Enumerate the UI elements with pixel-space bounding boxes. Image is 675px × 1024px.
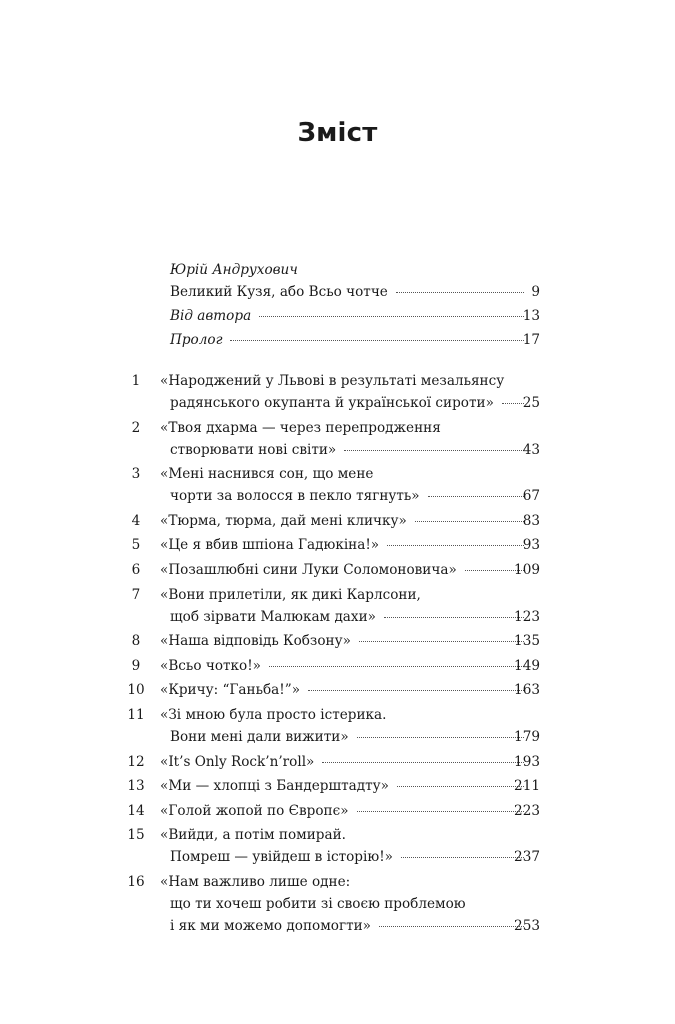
chapter-number: 14 bbox=[127, 802, 145, 819]
chapter-number: 15 bbox=[127, 827, 145, 844]
entry-title-line: Помреш — увійдеш в історію!» bbox=[170, 849, 393, 866]
entry-last-line bbox=[170, 918, 532, 934]
entry-last-line bbox=[160, 754, 532, 770]
entry-last-line bbox=[170, 609, 532, 625]
dot-leader bbox=[357, 737, 524, 738]
entry-title-line: «It’s Only Rock’n’roll» bbox=[160, 753, 315, 770]
page-number: 237 bbox=[514, 849, 540, 866]
page-number: 67 bbox=[522, 488, 540, 505]
entry-last-line bbox=[160, 658, 532, 674]
page-number: 109 bbox=[514, 562, 540, 578]
entry-line bbox=[160, 420, 441, 436]
page-number: 223 bbox=[514, 802, 540, 819]
page-number: 179 bbox=[514, 729, 540, 745]
dot-leader bbox=[357, 811, 524, 812]
chapter-number: 8 bbox=[131, 633, 141, 650]
page-number: 17 bbox=[522, 332, 540, 348]
entry-last-line bbox=[160, 803, 532, 819]
entry-title-line: «Тюрма, тюрма, дай мені кличку» bbox=[160, 512, 407, 529]
page-number: 135 bbox=[514, 633, 540, 650]
dot-leader bbox=[415, 521, 524, 522]
entry-last-line bbox=[170, 849, 532, 865]
entry-line bbox=[160, 827, 346, 843]
dot-leader bbox=[344, 450, 524, 451]
page-number: 163 bbox=[514, 682, 540, 699]
page-number: 193 bbox=[514, 753, 540, 770]
entry-last-line bbox=[160, 778, 532, 794]
chapter-number: 5 bbox=[131, 537, 141, 554]
dot-leader bbox=[269, 666, 524, 667]
page-title: Зміст bbox=[297, 118, 378, 148]
entry-title-line: Великий Кузя, або Всьо чотче bbox=[170, 284, 388, 300]
entry-line bbox=[160, 707, 386, 723]
page-number: 9 bbox=[531, 284, 540, 300]
entry-last-line bbox=[170, 284, 532, 300]
dot-leader bbox=[259, 316, 524, 317]
entry-line bbox=[160, 874, 350, 890]
entry-title-line: «Вони прилетіли, як дикі Карлсони, bbox=[160, 586, 421, 603]
entry-title-line: Пролог bbox=[170, 332, 223, 348]
chapter-number: 2 bbox=[131, 419, 141, 436]
chapter-number: 4 bbox=[131, 512, 141, 529]
entry-title-line: «Ми — хлопці з Бандерштадту» bbox=[160, 778, 389, 795]
entry-last-line bbox=[170, 488, 532, 504]
dot-leader bbox=[308, 690, 524, 691]
entry-title-line: «Нам важливо лише одне: bbox=[160, 874, 351, 890]
chapter-number: 10 bbox=[127, 682, 145, 699]
chapter-number: 7 bbox=[131, 586, 141, 603]
entry-last-line bbox=[160, 562, 532, 578]
page-number: 123 bbox=[514, 608, 540, 625]
entry-title-line: «Народжений у Львові в результаті мезальянсу bbox=[160, 373, 505, 389]
entry-title-line: що ти хочеш робити зі своєю проблемою bbox=[170, 896, 466, 912]
chapter-number: 6 bbox=[131, 562, 141, 578]
dot-leader bbox=[396, 292, 524, 293]
entry-last-line bbox=[160, 537, 532, 553]
chapter-number: 16 bbox=[127, 874, 145, 890]
entry-title-line: «Це я вбив шпіона Гадюкіна!» bbox=[160, 537, 380, 554]
dot-leader bbox=[359, 641, 524, 642]
page-number: 13 bbox=[522, 308, 540, 324]
dot-leader bbox=[397, 786, 524, 787]
entry-last-line bbox=[170, 308, 532, 324]
page-number: 253 bbox=[514, 918, 540, 934]
entry-title-line: «Наша відповідь Кобзону» bbox=[160, 633, 351, 650]
dot-leader bbox=[387, 545, 524, 546]
entry-title-line: «Кричу: “Ганьба!”» bbox=[160, 682, 301, 699]
dot-leader bbox=[502, 403, 524, 404]
entry-title-line: «Зі мною була просто істерика. bbox=[160, 707, 387, 723]
entry-title-line: «Твоя дхарма — через перепродження bbox=[160, 419, 441, 436]
page-number: 149 bbox=[514, 657, 540, 674]
chapter-number: 1 bbox=[131, 373, 141, 389]
dot-leader bbox=[401, 857, 524, 858]
entry-title-line: «Позашлюбні сини Луки Соломоновича» bbox=[160, 562, 457, 578]
page-number: 83 bbox=[522, 512, 540, 529]
dot-leader bbox=[428, 496, 524, 497]
page-number: 25 bbox=[522, 395, 540, 411]
entry-last-line bbox=[160, 513, 532, 529]
entry-author: Юрій Андрухович bbox=[170, 262, 298, 278]
dot-leader bbox=[230, 340, 524, 341]
page-number: 211 bbox=[514, 778, 540, 795]
entry-last-line bbox=[170, 442, 532, 458]
entry-title-line: Від автора bbox=[170, 308, 252, 324]
entry-title-line: «Голой жопой по Європє» bbox=[160, 802, 349, 819]
entry-title-line: створювати нові світи» bbox=[170, 441, 337, 458]
entry-line bbox=[160, 466, 373, 482]
entry-title-line: радянського окупанта й української сироти» bbox=[170, 395, 494, 411]
entry-last-line bbox=[170, 395, 532, 411]
entry-title-line: «Вийди, а потім помирай. bbox=[160, 827, 346, 844]
chapter-number: 13 bbox=[127, 778, 145, 795]
entry-line bbox=[170, 896, 466, 912]
page-number: 93 bbox=[522, 537, 540, 554]
entry-last-line bbox=[170, 729, 532, 745]
entry-title-line: «Всьо чотко!» bbox=[160, 657, 261, 674]
dot-leader bbox=[384, 617, 524, 618]
entry-title-line: і як ми можемо допомогти» bbox=[170, 918, 371, 934]
dot-leader bbox=[379, 926, 524, 927]
chapter-number: 12 bbox=[127, 753, 145, 770]
chapter-number: 11 bbox=[127, 707, 145, 723]
entry-title-line: щоб зірвати Малюкам дахи» bbox=[170, 608, 376, 625]
entry-last-line bbox=[160, 682, 532, 698]
page-number: 43 bbox=[522, 441, 540, 458]
entry-last-line bbox=[170, 332, 532, 348]
dot-leader bbox=[322, 762, 524, 763]
chapter-number: 3 bbox=[131, 466, 141, 483]
entry-title-line: Вони мені дали вижити» bbox=[170, 729, 349, 745]
chapter-number: 9 bbox=[131, 657, 141, 674]
entry-line bbox=[160, 373, 504, 389]
entry-line bbox=[160, 587, 421, 603]
entry-last-line bbox=[160, 633, 532, 649]
entry-title-line: чорти за волосся в пекло тягнуть» bbox=[170, 488, 420, 505]
entry-title-line: «Мені наснився сон, що мене bbox=[160, 466, 374, 483]
